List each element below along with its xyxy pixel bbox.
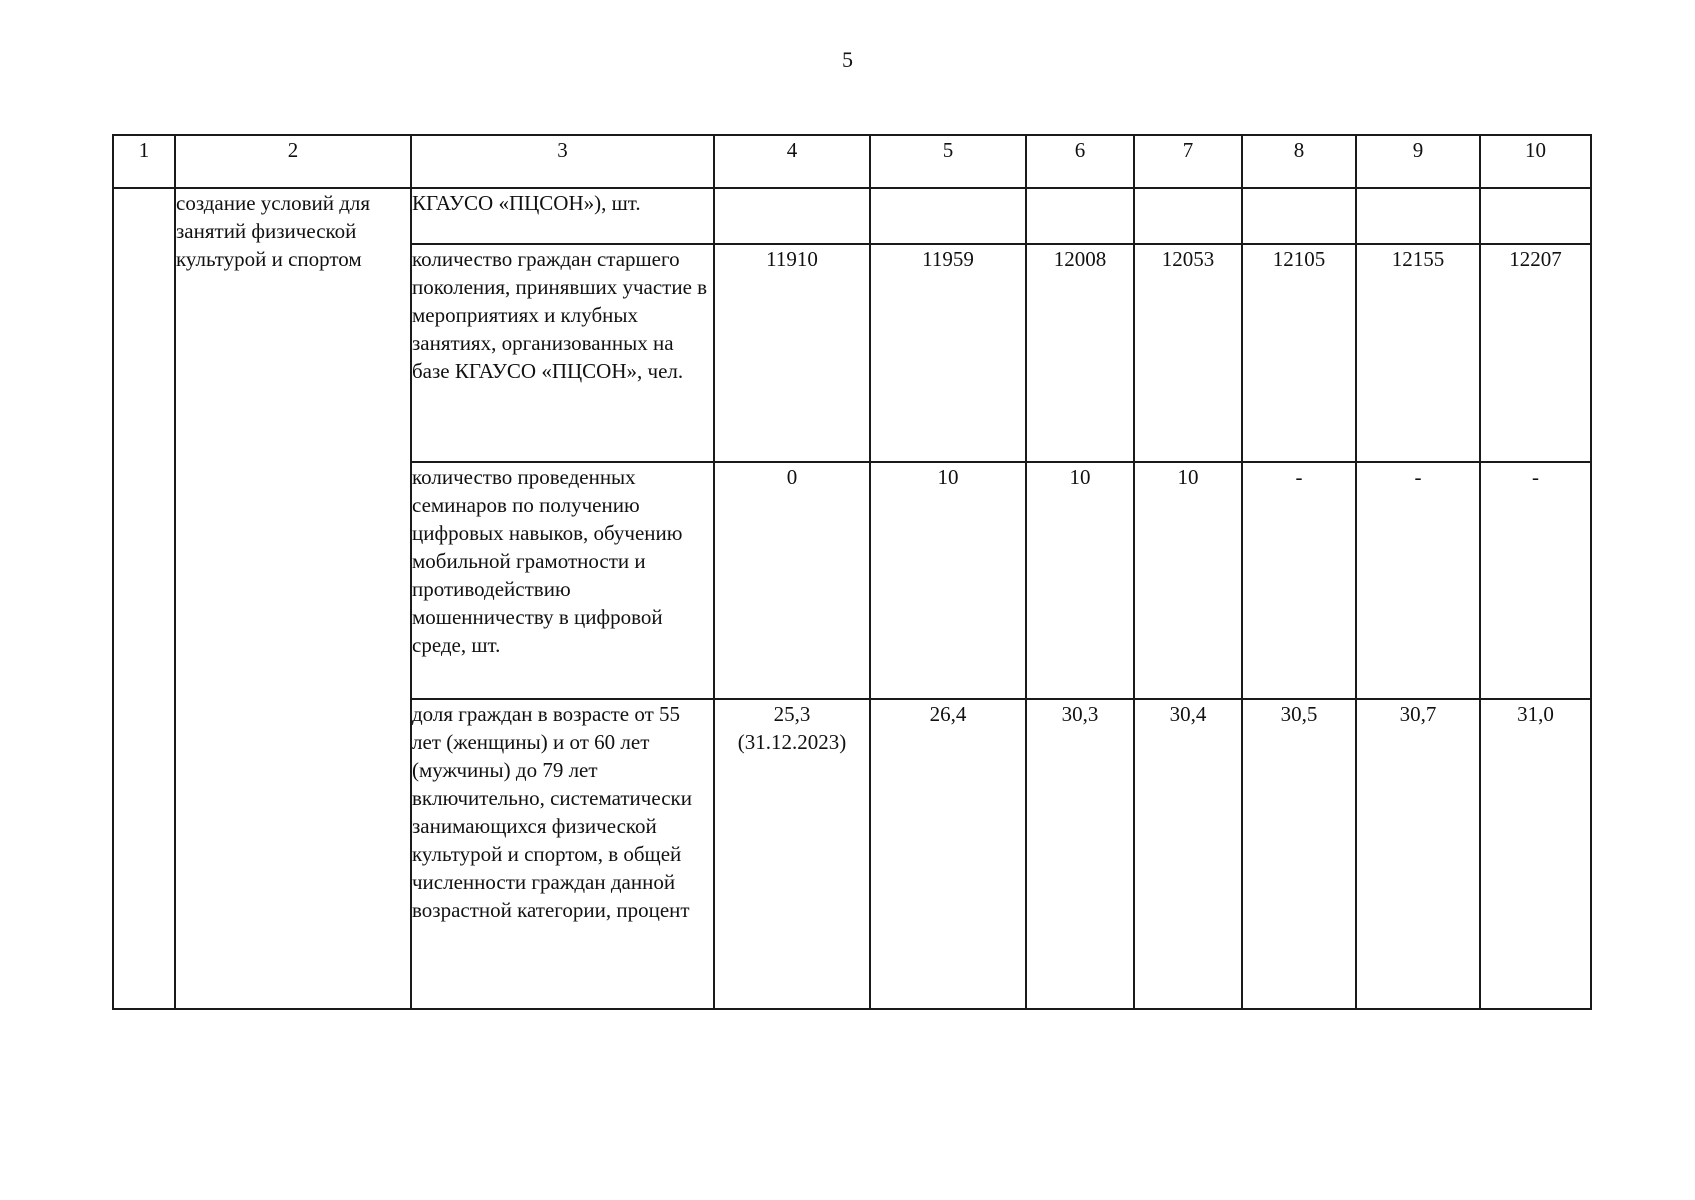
value-cell: 12155	[1356, 244, 1480, 462]
value-cell: 12053	[1134, 244, 1242, 462]
value-cell: 12207	[1480, 244, 1591, 462]
value-cell: 26,4	[870, 699, 1026, 1009]
value-cell: 30,3	[1026, 699, 1134, 1009]
goal-cell	[175, 188, 411, 1009]
goal-line: занятий физической	[176, 219, 357, 243]
header-cell-7: 7	[1134, 135, 1242, 188]
value-cell: 31,0	[1480, 699, 1591, 1009]
value-cell: 30,7	[1356, 699, 1480, 1009]
header-cell-1: 1	[113, 135, 175, 188]
header-cell-4: 4	[714, 135, 870, 188]
header-row	[113, 135, 1591, 188]
goal-line: культурой и спортом	[176, 247, 362, 271]
value-cell: 30,5	[1242, 699, 1356, 1009]
indicator-cell: количество проведенных семинаров по получению цифровых навыков, обучению мобильной грамотности и противодействию мошенничеству в цифровой среде, шт.	[411, 462, 714, 699]
row-number-cell	[113, 188, 175, 1009]
indicator-cell: доля граждан в возрасте от 55 лет (женщины) и от 60 лет (мужчины) до 79 лет включительно, систематически занимающихся физической культурой и спортом, в общей численности граждан данной возрастной категории, процент	[411, 699, 714, 1009]
value-cell	[1134, 188, 1242, 244]
value-cell: -	[1356, 462, 1480, 699]
header-cell-5: 5	[870, 135, 1026, 188]
value-cell: 11959	[870, 244, 1026, 462]
value-cell: 12008	[1026, 244, 1134, 462]
header-cell-9: 9	[1356, 135, 1480, 188]
value-cell: 11910	[714, 244, 870, 462]
value-cell: 10	[1134, 462, 1242, 699]
header-cell-3: 3	[411, 135, 714, 188]
value-cell: 30,4	[1134, 699, 1242, 1009]
header-cell-6: 6	[1026, 135, 1134, 188]
value-cell	[870, 188, 1026, 244]
table-row	[113, 188, 1591, 244]
value-cell	[714, 188, 870, 244]
header-cell-8: 8	[1242, 135, 1356, 188]
value-cell	[714, 699, 870, 1009]
value-cell	[1480, 188, 1591, 244]
indicator-cell: количество граждан старшего поколения, принявших участие в мероприятиях и клубных занятиях, организованных на базе КГАУСО «ПЦСОН», чел.	[411, 244, 714, 462]
page-number: 5	[842, 47, 853, 72]
base-date: (31.12.2023)	[737, 730, 847, 754]
value-cell	[1026, 188, 1134, 244]
value-cell: -	[1480, 462, 1591, 699]
value-cell	[1356, 188, 1480, 244]
goal-line: создание условий для	[176, 191, 371, 215]
header-cell-10: 10	[1480, 135, 1591, 188]
value-cell	[1242, 188, 1356, 244]
value-cell: 10	[1026, 462, 1134, 699]
value-cell: 10	[870, 462, 1026, 699]
value-cell: -	[1242, 462, 1356, 699]
value-cell: 12105	[1242, 244, 1356, 462]
value-cell: 0	[714, 462, 870, 699]
indicators-table	[112, 134, 1592, 1010]
indicator-cell: КГАУСО «ПЦСОН»), шт.	[411, 188, 714, 244]
header-cell-2: 2	[175, 135, 411, 188]
value-text: 25,3	[773, 702, 811, 726]
